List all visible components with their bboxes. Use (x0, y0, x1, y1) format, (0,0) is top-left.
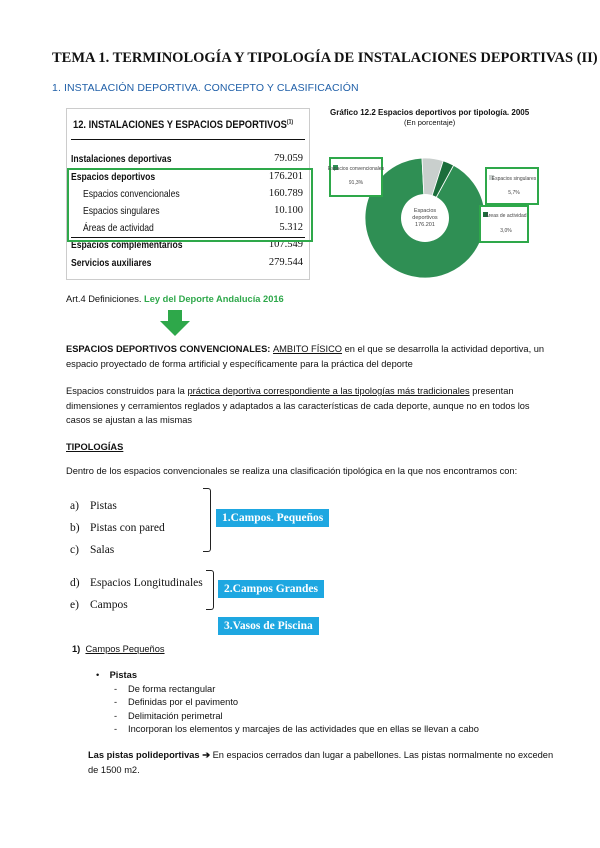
tag-campos-pequenos: 1.Campos. Pequeños (216, 509, 329, 527)
subsection-heading: 1) Campos Pequeños (72, 644, 165, 654)
paragraph-clasificacion: Dentro de los espacios convencionales se realiza una clasificación tipológica en la que nos encontramos con: (66, 466, 518, 476)
center-label-2: deportivos (412, 215, 438, 221)
value-areas: 3,0% (500, 228, 512, 234)
art4-line: Art.4 Definiciones. Ley del Deporte Andalucía 2016 (66, 294, 284, 304)
legend-singulares: Espacios singulares (491, 176, 537, 182)
typology-list-1 (70, 495, 165, 561)
list-item: - De forma rectangular (114, 683, 479, 697)
brace-2 (206, 570, 214, 610)
table-row: Instalaciones deportivas 79.059 (71, 153, 303, 165)
highlight-box (67, 168, 313, 242)
typology-list-2 (70, 572, 203, 616)
paragraph-convencionales: ESPACIOS DEPORTIVOS CONVENCIONALES: AMBITO FÍSICO en el que se desarrolla la actividad deportiva, un espacio proyectado de forma artificial y específicamente para la práctica del deporte (66, 344, 545, 369)
table-row: Áreas de actividad 5.312 (83, 222, 303, 234)
chart-title: Gráfico 12.2 Espacios deportivos por tipología. 2005 (330, 108, 530, 117)
section-heading: 1. INSTALACIÓN DEPORTIVA. CONCEPTO Y CLASIFICACIÓN (52, 82, 359, 94)
tag-campos-grandes: 2.Campos Grandes (218, 580, 324, 598)
pistas-block (96, 669, 479, 737)
page-title: TEMA 1. TERMINOLOGÍA Y TIPOLOGÍA DE INSTALACIONES DEPORTIVAS (II) (52, 50, 598, 66)
tipologias-heading: TIPOLOGÍAS (66, 442, 124, 452)
value-convencionales: 91,3% (348, 180, 364, 186)
table-figure (66, 108, 310, 280)
tag-vasos-piscina: 3.Vasos de Piscina (218, 617, 319, 635)
legend-convencionales: Espacios convencionales (327, 166, 385, 172)
table-title: 12. INSTALACIONES Y ESPACIOS DEPORTIVOS$^{(1)}$ (73, 119, 294, 131)
list-item: - Delimitación perimetral (114, 710, 479, 724)
list-item: a) Pistas (70, 500, 117, 512)
paragraph-polideportivas: Las pistas polideportivas ➔ En espacios cerrados dan lugar a pabellones. Las pistas normalmente no exceden de 1500 m2. (88, 750, 554, 775)
pistas-title: • Pistas (96, 670, 137, 680)
value-singulares: 5,7% (508, 190, 520, 196)
brace-1 (203, 488, 211, 552)
list-item: d) Espacios Longitudinales (70, 577, 203, 589)
down-arrow-icon (160, 310, 190, 336)
list-item: b) Pistas con pared (70, 522, 165, 534)
table-row: Espacios convencionales 160.789 (83, 188, 303, 200)
list-item: e) Campos (70, 599, 128, 611)
center-label-3: 176.201 (415, 222, 435, 228)
list-item: - Incorporan los elementos y marcajes de las actividades que en ellas se llevan a cabo (114, 723, 479, 737)
donut-chart (320, 128, 580, 288)
chart-subtitle: (En porcentaje) (404, 118, 456, 127)
table-row: Espacios deportivos 176.201 (71, 171, 303, 183)
table-row: Servicios auxiliares 279.544 (71, 257, 303, 269)
center-label-1: Espacios (413, 208, 437, 214)
table-row: Espacios singulares 10.100 (83, 205, 303, 217)
legend-areas: Áreas de actividad (485, 213, 527, 219)
table-row: Espacios complementarios 107.549 (71, 239, 303, 251)
paragraph-espacios: Espacios construidos para la práctica deportiva correspondiente a las tipologías más tradicionales presentan dimensiones y cerramientos reglados y adaptados a las características de cada deporte, aunque no en todos los casos se ajustan a las mismas (66, 386, 530, 425)
list-item: - Definidas por el pavimento (114, 696, 479, 710)
list-item: c) Salas (70, 544, 115, 556)
